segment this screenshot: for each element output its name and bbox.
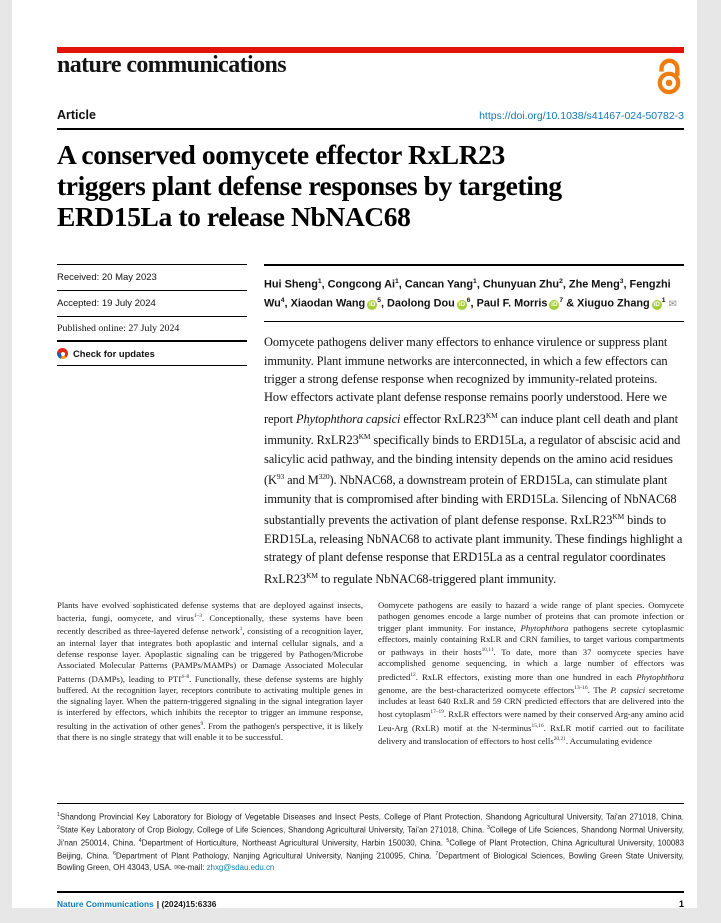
check-for-updates-label: Check for updates bbox=[73, 348, 155, 359]
page-number: 1 bbox=[678, 899, 684, 909]
authors-abstract-column bbox=[264, 264, 684, 588]
body-text bbox=[57, 600, 684, 747]
article-header-row bbox=[57, 108, 684, 130]
article-history bbox=[57, 264, 247, 588]
email-link[interactable]: zhxg@sdau.edu.cn bbox=[206, 862, 275, 872]
abstract-text: Oomycete pathogens deliver many effectors to enhance virulence or suppress plant immunity. Plant immune networks are interconnected, in which a few effectors can trigger a strong defense response when recognized by immunity-related proteins. How effectors activate plant defense response remains poorly understood. Here we report Phytophthora capsici effector $RxLR23^{KM}$ can induce plant cell death and plant immunity. $RxLR23^{KM}$ specifically binds to ERD15La, a regulator of abscisic acid and salicylic acid pathway, and the binding intensity depends on the amino acid residues ($K^{93}$ and $M^{320}$). NbNAC68, a downstream protein of ERD15La, can stimulate plant immunity that is compromised after binding with ERD15La. Silencing of NbNAC68 substantially prevents the activation of plant defense response. $RxLR23^{KM}$ binds to ERD15La, releasing NbNAC68 to activate plant immunity. These findings highlight a strategy of plant defense response that ERD15La as a central regulator coordinates $RxLR23^{KM}$ to regulate NbNAC68-triggered plant immunity. bbox=[264, 335, 683, 586]
doi-link[interactable]: https://doi.org/10.1038/s41467-024-50782-3 bbox=[479, 110, 684, 122]
citation-text: | (2024)15:6336 bbox=[156, 899, 217, 909]
open-access-icon bbox=[654, 54, 684, 96]
body-right-column: Oomycete pathogens are easily to hazard a wide range of plant species. Oomycete pathogen genomes encode a large number of proteins that can promote infection or trigger plant immunity. For instance, Phytophthora pathogens secrete cytoplasmic effectors, mainly containing RxLR and CRN families, to target various compartments or pathways in their hosts$^{10,11}$. To date, more than 37 oomycete species have accomplished genome sequencing, in which a large number of effectors was predicted$^{12}$. RxLR effectors, existing more than one hundred in each Phytophthora genome, are the best-characterized oomycete effectors$^{13-16}$. The P. capsici secretome includes at least 640 RxLR and 59 CRN predicted effectors that are delivered into the host cytoplasm$^{17-19}$. RxLR effectors were named by their conserved Arg-any amino acid Leu-Arg (RxLR) motif at the N-terminus$^{15,16}$. RxLR motif carried out to facilitate delivery and translocation of effectors to host cells$^{20,21}$. Accumulating evidence bbox=[378, 600, 684, 746]
journal-name-link[interactable]: Nature Communications bbox=[57, 899, 154, 909]
footer-citation bbox=[57, 899, 216, 909]
orcid-icon[interactable]: iD bbox=[653, 300, 660, 308]
body-left-column: Plants have evolved sophisticated defense systems that are deployed against insects, bacteria, fungi, oomycete, and virus$^{1-3}$. Conceptionally, these systems have been recently described as three-layered defense network$^1$, consisting of a recognition layer, an internal layer that integrates both apoplastic and internal cellular signals, and a defense response layer. Apoplastic signaling can be triggered by Pathogen/Microbe Associated Molecular Patterns (PAMPs/MAMPs) or Damage Associated Molecular Patterns (DAMPs), leading to PTI$^{4-8}$. Functionally, these defense systems are highly buffered. At the recognition layer, receptors contribute to activating multiple genes in the signaling layer. When the pattern-triggered signaling in the signal integration layer is interfered by effectors, which inhibits the receptor to trigger an immune response, resulting in the activation of other genes$^9$. From the pathogen's perspective, it is likely that there is no single strategy that will enable it to be successful. bbox=[57, 600, 363, 742]
journal-logo: nature communications bbox=[57, 52, 286, 78]
orcid-icon[interactable]: iD bbox=[368, 300, 376, 308]
check-for-updates-button[interactable] bbox=[57, 342, 247, 366]
orcid-icon[interactable]: iD bbox=[551, 300, 558, 308]
mail-icon[interactable]: ✉ bbox=[668, 298, 677, 310]
orcid-icon[interactable]: iD bbox=[458, 300, 466, 308]
author-list: Hui Sheng$^1$, Congcong Ai$^1$, Cancan Yang$^1$, Chunyuan Zhu$^2$, Zhe Meng$^3$, Fengzhi Wu$^4$, Xiaodan Wang $iD^5$, Daolong Dou $iD^6$, Paul F. Morris $iD^7$ & Xiuguo Zhang $iD^1$ ✉ bbox=[264, 264, 684, 322]
page-title: A conserved oomycete effector RxLR23 triggers plant defense responses by targeting ERD15La to release NbNAC68 bbox=[57, 139, 562, 232]
published-date: Published online: 27 July 2024 bbox=[57, 317, 247, 342]
mail-icon: ✉ bbox=[174, 862, 181, 872]
crossmark-icon bbox=[57, 348, 68, 359]
received-date: Received: 20 May 2023 bbox=[57, 265, 247, 291]
meta-authors-section bbox=[57, 264, 684, 588]
accepted-date: Accepted: 19 July 2024 bbox=[57, 291, 247, 317]
affiliations-footnote: $^1$Shandong Provincial Key Laboratory for Biology of Vegetable Diseases and Insect Pests, College of Plant Protection, Shandong Agricultural University, Tai'an 271018, China. $^2$State Key Laboratory of Crop Biology, College of Life Sciences, Shandong Agricultural University, Tai'an 271018, China. $^3$College of Life Sciences, Shandong Normal University, Ji'nan 250014, China. $^4$Department of Horticulture, Northeast Agricultural University, Harbin 150030, China. $^5$College of Plant Protection, China Agricultural University, 100083 Beijing, China. $^6$Department of Plant Pathology, Nanjing Agricultural University, Nanjing 210095, China. $^7$Department of Biological Sciences, Bowling Green State University, Bowling Green, OH 43043, USA. ✉e-mail: zhxg@sdau.edu.cn bbox=[57, 803, 684, 873]
page-footer bbox=[57, 891, 684, 909]
article-page bbox=[12, 0, 697, 908]
article-label: Article bbox=[57, 108, 96, 122]
